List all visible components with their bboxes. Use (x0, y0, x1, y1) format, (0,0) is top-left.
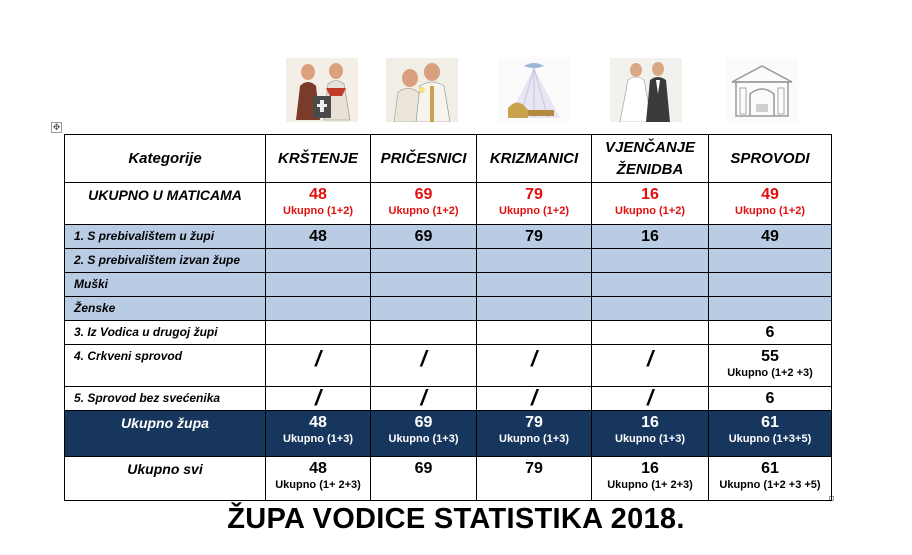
row-female (65, 297, 832, 321)
cell (477, 225, 592, 249)
header-confirmation: KRIZMANICI (477, 135, 592, 183)
formula: Ukupno (1+2) (735, 205, 805, 217)
cell (266, 387, 371, 411)
cell (592, 249, 709, 273)
header-baptism: KRŠTENJE (266, 135, 371, 183)
value: 49 (761, 228, 779, 245)
header-communion: PRIČESNICI (371, 135, 477, 183)
value: 55 (761, 348, 779, 365)
cell (709, 225, 832, 249)
row-label: 1. S prebivalištem u župi (65, 225, 266, 249)
cell (592, 273, 709, 297)
row-total-registry (65, 183, 832, 225)
value: 49 (761, 186, 779, 203)
cell (592, 225, 709, 249)
formula: Ukupno (1+3) (388, 433, 459, 445)
row-all-total (65, 457, 832, 501)
cell (477, 321, 592, 345)
formula: Ukupno (1+2 +3 +5) (719, 479, 821, 491)
slash: / (420, 346, 427, 371)
row-label: Ženske (65, 297, 266, 321)
cell (266, 321, 371, 345)
value: 6 (765, 324, 775, 341)
cell (266, 411, 371, 457)
cell (371, 273, 477, 297)
row-male (65, 273, 832, 297)
header-row (65, 135, 832, 183)
communion-icon (386, 58, 458, 122)
value: 16 (641, 460, 659, 477)
cell (477, 273, 592, 297)
row-label: 3. Iz Vodica u drugoj župi (65, 321, 266, 345)
row-resident-outside-parish (65, 249, 832, 273)
row-label: 5. Sprovod bez svećenika (65, 387, 266, 411)
cell (477, 249, 592, 273)
header-wedding (592, 135, 709, 183)
value: 16 (641, 186, 659, 203)
cell (709, 249, 832, 273)
confirmation-icon (498, 58, 570, 122)
slash: / (646, 385, 654, 410)
slash: / (420, 385, 427, 410)
value: 79 (525, 414, 543, 431)
value: 79 (525, 186, 543, 203)
slash: / (314, 346, 322, 371)
value: 61 (761, 460, 779, 477)
cell (477, 183, 592, 225)
cell (266, 297, 371, 321)
cell (371, 457, 477, 501)
formula: Ukupno (1+3) (283, 433, 353, 445)
formula: Ukupno (1+2) (615, 205, 685, 217)
cell (709, 457, 832, 501)
row-label: Ukupno svi (65, 457, 266, 501)
value: 69 (414, 460, 433, 477)
cell (371, 225, 477, 249)
header-wedding-line1: VJENČANJE (604, 138, 696, 156)
cell (266, 345, 371, 387)
formula: Ukupno (1+2) (283, 205, 353, 217)
formula: Ukupno (1+2) (499, 205, 569, 217)
cell (709, 411, 832, 457)
row-label: UKUPNO U MATICAMA (65, 183, 266, 225)
cell (477, 387, 592, 411)
cell (709, 183, 832, 225)
formula: Ukupno (1+3) (499, 433, 569, 445)
cell (477, 457, 592, 501)
cell (371, 249, 477, 273)
value: 48 (309, 414, 327, 431)
formula: Ukupno (1+3+5) (728, 433, 812, 445)
formula: Ukupno (1+2) (388, 205, 459, 217)
row-label: 4. Crkveni sprovod (65, 345, 266, 387)
cell (371, 411, 477, 457)
cell (709, 273, 832, 297)
cell (266, 457, 371, 501)
sacrament-icons (266, 58, 830, 128)
formula: Ukupno (1+2 +3) (727, 367, 813, 379)
row-parish-total (65, 411, 832, 457)
cell (592, 321, 709, 345)
value: 69 (414, 186, 433, 203)
cell (371, 183, 477, 225)
row-funeral-without-priest (65, 387, 832, 411)
row-label: Ukupno župa (65, 411, 266, 457)
slash: / (314, 385, 322, 410)
formula: Ukupno (1+3) (615, 433, 685, 445)
cell (592, 183, 709, 225)
cell (477, 411, 592, 457)
baptism-icon (286, 58, 358, 122)
formula: Ukupno (1+ 2+3) (607, 479, 693, 491)
cell (371, 297, 477, 321)
cell (592, 345, 709, 387)
cell (371, 321, 477, 345)
row-label: 2. S prebivalištem izvan župe (65, 249, 266, 273)
value: 16 (641, 228, 659, 245)
header-category: Kategorije (65, 135, 266, 183)
cell (709, 297, 832, 321)
value: 79 (525, 228, 543, 245)
statistics-table (64, 134, 832, 501)
cell (592, 297, 709, 321)
cell (266, 249, 371, 273)
value: 48 (309, 460, 327, 477)
funeral-icon (726, 58, 798, 122)
value: 69 (414, 228, 433, 245)
header-funeral: SPROVODI (709, 135, 832, 183)
table-move-handle[interactable]: ✥ (52, 122, 61, 132)
row-from-vodice-other-parish (65, 321, 832, 345)
cell (371, 345, 477, 387)
slash: / (646, 346, 654, 371)
value: 79 (525, 460, 543, 477)
value: 48 (309, 186, 327, 203)
value: 16 (641, 414, 659, 431)
cell (477, 297, 592, 321)
cell (371, 387, 477, 411)
slash: / (530, 346, 538, 371)
cell (592, 457, 709, 501)
value: 61 (761, 414, 779, 431)
cell (709, 321, 832, 345)
row-church-funeral (65, 345, 832, 387)
cell (709, 345, 832, 387)
cell (266, 225, 371, 249)
slash: / (530, 385, 538, 410)
cell (266, 273, 371, 297)
cell (266, 183, 371, 225)
value: 48 (309, 228, 327, 245)
page-title: ŽUPA VODICE STATISTIKA 2018. (227, 503, 685, 535)
row-resident-in-parish (65, 225, 832, 249)
value: 69 (414, 414, 433, 431)
cell (709, 387, 832, 411)
row-label: Muški (65, 273, 266, 297)
formula: Ukupno (1+ 2+3) (275, 479, 361, 491)
cell (477, 345, 592, 387)
cell (592, 411, 709, 457)
cell (592, 387, 709, 411)
value: 6 (765, 390, 775, 407)
header-wedding-line2: ŽENIDBA (616, 160, 684, 178)
wedding-icon (610, 58, 682, 122)
